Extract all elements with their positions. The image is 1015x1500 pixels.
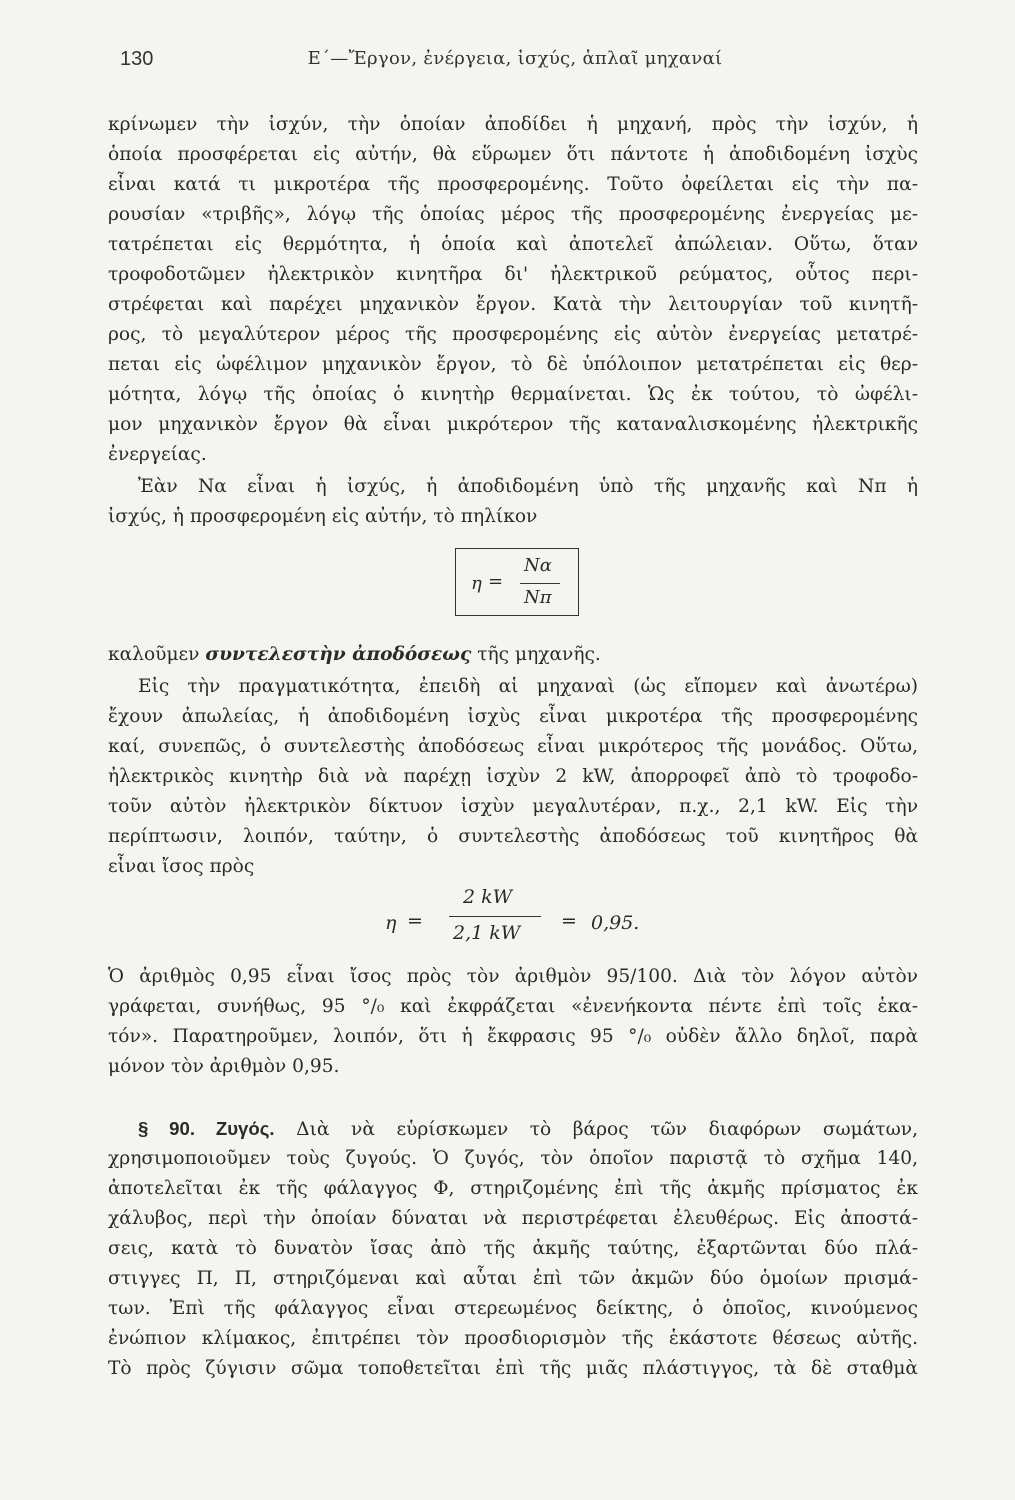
- text-line: τροφοδοτῶμεν ἠλεκτρικὸν κινητῆρα δι' ἠλεκτρικοῦ ρεύματος, οὗτος περι-: [108, 264, 918, 285]
- formula-result: 0,95.: [591, 912, 640, 934]
- text-line: ἰσχύς, ἡ προσφερομένη εἰς αὐτήν, τὸ πηλίκον: [108, 506, 538, 527]
- text-line: Ἐὰν Nα εἶναι ἡ ἰσχύς, ἡ ἀποδιδομένη ὑπὸ τῆς μηχανῆς καὶ Nπ ἡ: [138, 476, 918, 497]
- text-line: ρουσίαν «τριβῆς», λόγῳ τῆς ὁποίας μέρος τῆς προσφερομένης ἐνεργείας με-: [108, 204, 918, 225]
- text-line: χάλυβος, περὶ τὴν ὁποίαν δύναται νὰ περιστρέφεται ἐλευθέρως. Εἰς ἀποστά-: [108, 1208, 918, 1229]
- text-line: εἶναι κατά τι μικροτέρα τῆς προσφερομένης. Τοῦτο ὀφείλεται εἰς τὴν πα-: [108, 174, 918, 195]
- text-line: τόν». Παρατηροῦμεν, λοιπόν, ὅτι ἡ ἔκφρασις 95 °/₀ οὐδὲν ἄλλο δηλοῖ, παρὰ: [108, 1026, 918, 1047]
- text-line: ρος, τὸ μεγαλύτερον μέρος τῆς προσφερομένης εἰς αὐτὸν ἐνεργείας μετατρέ-: [108, 324, 918, 345]
- text-line: σεις, κατὰ τὸ δυνατὸν ἴσας ἀπὸ τῆς ἀκμῆς ταύτης, ἐξαρτῶνται δύο πλά-: [108, 1238, 918, 1259]
- text-line: των. Ἐπὶ τῆς φάλαγγος εἶναι στερεωμένος δείκτης, ὁ ὁποῖος, κινούμενος: [108, 1298, 918, 1319]
- section-heading-line: § 90. Ζυγός. Διὰ νὰ εὑρίσκωμεν τὸ βάρος τῶν διαφόρων σωμάτων,: [138, 1118, 918, 1140]
- text-line: κρίνωμεν τὴν ἰσχύν, τὴν ὁποίαν ἀποδίδει ἡ μηχανή, πρὸς τὴν ἰσχύν, ἡ: [108, 114, 918, 135]
- formula-eta: η: [385, 912, 397, 934]
- section-title: § 90. Ζυγός.: [138, 1118, 275, 1139]
- text-line: μόνον τὸν ἀριθμὸν 0,95.: [108, 1056, 340, 1077]
- text-line: ὁποία προσφέρεται εἰς αὐτήν, θὰ εὕρωμεν ὅτι πάντοτε ἡ ἀποδιδομένη ἰσχὺς: [108, 144, 918, 165]
- text-line: τατρέπεται εἰς θερμότητα, ἡ ὁποία καὶ ἀποτελεῖ ἀπώλειαν. Οὕτω, ὅταν: [108, 234, 918, 255]
- text-line: καί, συνεπῶς, ὁ συντελεστὴς ἀποδόσεως εἶναι μικρότερος τῆς μονάδος. Οὕτω,: [108, 736, 918, 757]
- text-line: στρέφεται καὶ παρέχει μηχανικὸν ἔργον. Κατὰ τὴν λειτουργίαν τοῦ κινητῆ-: [108, 294, 918, 315]
- formula-equals: =: [488, 571, 504, 592]
- text-line: μον μηχανικὸν ἔργον θὰ εἶναι μικρότερον τῆς καταναλισκομένης ἠλεκτρικῆς: [108, 414, 918, 435]
- formula-numerator: 2 kW: [463, 886, 513, 908]
- text-line: ἠλεκτρικὸς κινητὴρ διὰ νὰ παρέχῃ ἰσχὺν 2 kW, ἀπορροφεῖ ἀπὸ τὸ τροφοδο-: [108, 766, 918, 787]
- text-line: ἐνεργείας.: [108, 444, 207, 465]
- defined-term: συντελεστὴν ἀποδόσεως: [205, 644, 472, 665]
- formula-eta: η: [471, 573, 482, 594]
- formula-denominator: Nπ: [524, 587, 552, 608]
- text-line: Εἰς τὴν πραγματικότητα, ἐπειδὴ αἱ μηχαναὶ (ὡς εἴπομεν καὶ ἀνωτέρω): [138, 676, 918, 697]
- running-head: Ε΄—Ἔργον, ἐνέργεια, ἰσχύς, ἁπλαῖ μηχαναί: [307, 48, 723, 69]
- text-line: τοῦν αὐτὸν ἠλεκτρικὸν δίκτυον ἰσχὺν μεγαλυτέραν, π.χ., 2,1 kW. Εἰς τὴν: [108, 796, 918, 817]
- page-number: 130: [120, 48, 154, 70]
- text-line: Ὁ ἀριθμὸς 0,95 εἶναι ἴσος πρὸς τὸν ἀριθμὸν 95/100. Διὰ τὸν λόγον αὐτὸν: [108, 966, 918, 987]
- text-line: περίπτωσιν, λοιπόν, ταύτην, ὁ συντελεστὴς ἀποδόσεως τοῦ κινητῆρος θὰ: [108, 826, 918, 847]
- text-line: καλοῦμεν συντελεστὴν ἀποδόσεως τῆς μηχανῆς.: [108, 644, 601, 665]
- text-line: ἐνώπιον κλίμακος, ἐπιτρέπει τὸν προσδιορισμὸν τῆς ἑκάστοτε θέσεως αὐτῆς.: [108, 1328, 918, 1349]
- formula-numerator: Nα: [524, 555, 552, 576]
- efficiency-formula-box: [455, 548, 579, 616]
- efficiency-example-formula: [385, 882, 685, 952]
- formula-equals: =: [407, 910, 423, 932]
- text-line: πεται εἰς ὠφέλιμον μηχανικὸν ἔργον, τὸ δὲ ὑπόλοιπον μετατρέπεται εἰς θερ-: [108, 354, 918, 375]
- text-line: ἔχουν ἀπωλείας, ἡ ἀποδιδομένη ἰσχὺς εἶναι μικροτέρα τῆς προσφερομένης: [108, 706, 918, 727]
- fraction-bar: [449, 916, 541, 917]
- text-line: ἀποτελεῖται ἐκ τῆς φάλαγγος Φ, στηριζομένης ἐπὶ τῆς ἀκμῆς πρίσματος ἐκ: [108, 1178, 918, 1199]
- text-line: εἶναι ἴσος πρὸς: [108, 856, 255, 877]
- text-line: στιγγες Π, Π, στηριζόμεναι καὶ αὗται ἐπὶ τῶν ἀκμῶν δύο ὁμοίων πρισμά-: [108, 1268, 918, 1289]
- text-line: χρησιμοποιοῦμεν τοὺς ζυγούς. Ὁ ζυγός, τὸν ὁποῖον παριστᾷ τὸ σχῆμα 140,: [108, 1148, 918, 1169]
- formula-equals: =: [561, 910, 577, 932]
- fraction-bar: [520, 583, 560, 584]
- formula-denominator: 2,1 kW: [453, 922, 521, 944]
- text-line: μότητα, λόγῳ τῆς ὁποίας ὁ κινητὴρ θερμαίνεται. Ὡς ἐκ τούτου, τὸ ὠφέλι-: [108, 384, 918, 405]
- page-header: [120, 48, 910, 78]
- text-line: Τὸ πρὸς ζύγισιν σῶμα τοποθετεῖται ἐπὶ τῆς μιᾶς πλάστιγγος, τὰ δὲ σταθμὰ: [108, 1358, 918, 1379]
- text-line: γράφεται, συνήθως, 95 °/₀ καὶ ἐκφράζεται «ἐνενήκοντα πέντε ἐπὶ τοῖς ἑκα-: [108, 996, 918, 1017]
